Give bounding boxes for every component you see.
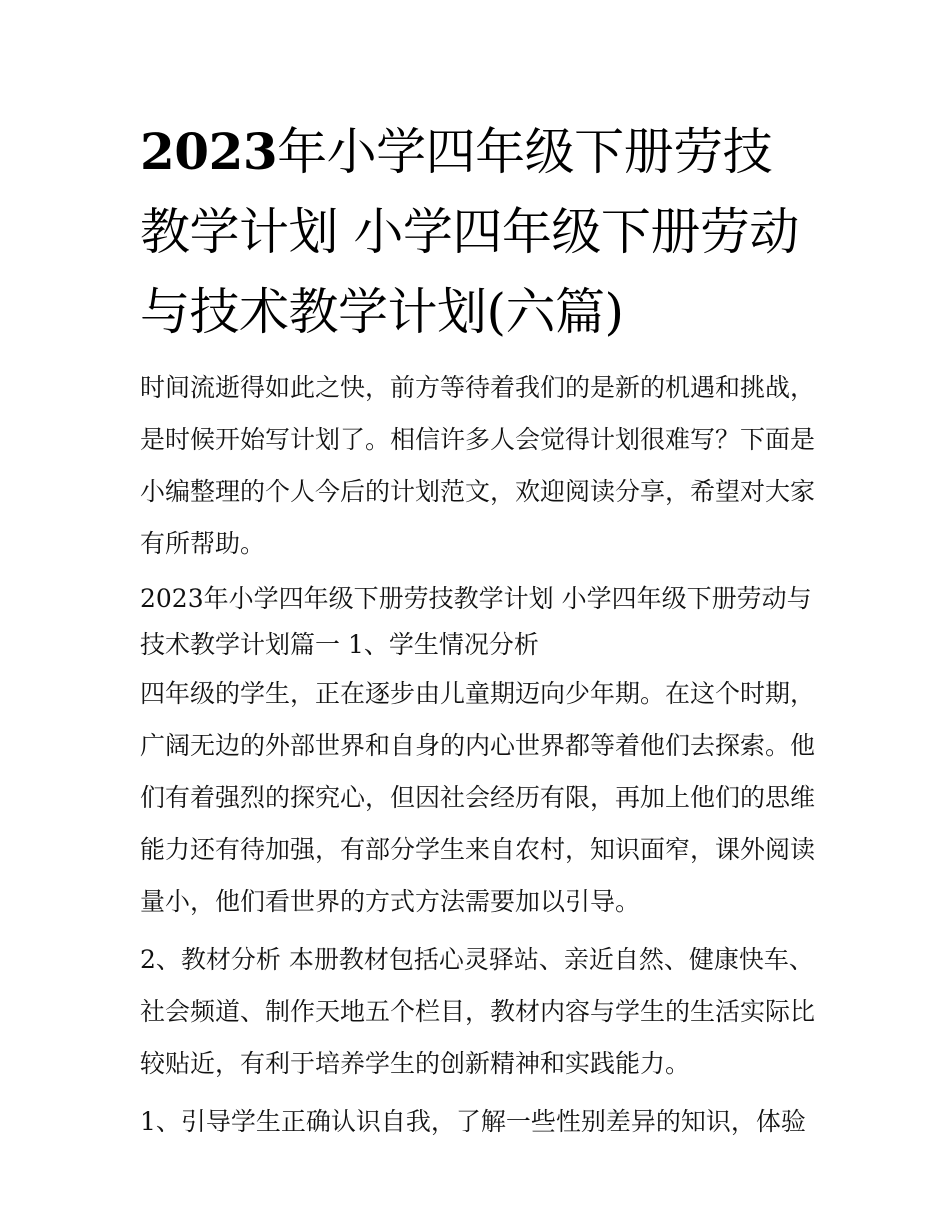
document-body	[140, 112, 820, 1148]
section-heading-paragraph: 2023年小学四年级下册劳技教学计划 小学四年级下册劳动与技术教学计划篇一 1、学生情况分析	[140, 584, 812, 659]
textbook-analysis-paragraph: 2、教材分析 本册教材包括心灵驿站、亲近自然、健康快车、社会频道、制作天地五个栏目，教材内容与学生的生活实际比较贴近，有利于培养学生的创新精神和实践能力。	[140, 945, 816, 1078]
document-title	[140, 112, 820, 352]
title-text: 年小学四年级下册劳技教学计划 小学四年级下册劳动与技术教学计划(六篇)	[140, 123, 799, 341]
intro-paragraph: 时间流逝得如此之快，前方等待着我们的是新的机遇和挑战，是时候开始写计划了。相信许多人会觉得计划很难写？下面是小编整理的个人今后的计划范文，欢迎阅读分享，希望对大家有所帮助。	[140, 373, 816, 558]
student-analysis-paragraph: 四年级的学生，正在逐步由儿童期迈向少年期。在这个时期，广阔无边的外部世界和自身的内心世界都等着他们去探索。他们有着强烈的探究心，但因社会经历有限，再加上他们的思维能力还有待加强，有部分学生来自农村，知识面窄，课外阅读量小，他们看世界的方式方法需要加以引导。	[140, 679, 816, 916]
goal-paragraph: 1、引导学生正确认识自我，了解一些性别差异的知识，体验	[140, 1107, 806, 1136]
title-year: 2023	[140, 122, 278, 181]
